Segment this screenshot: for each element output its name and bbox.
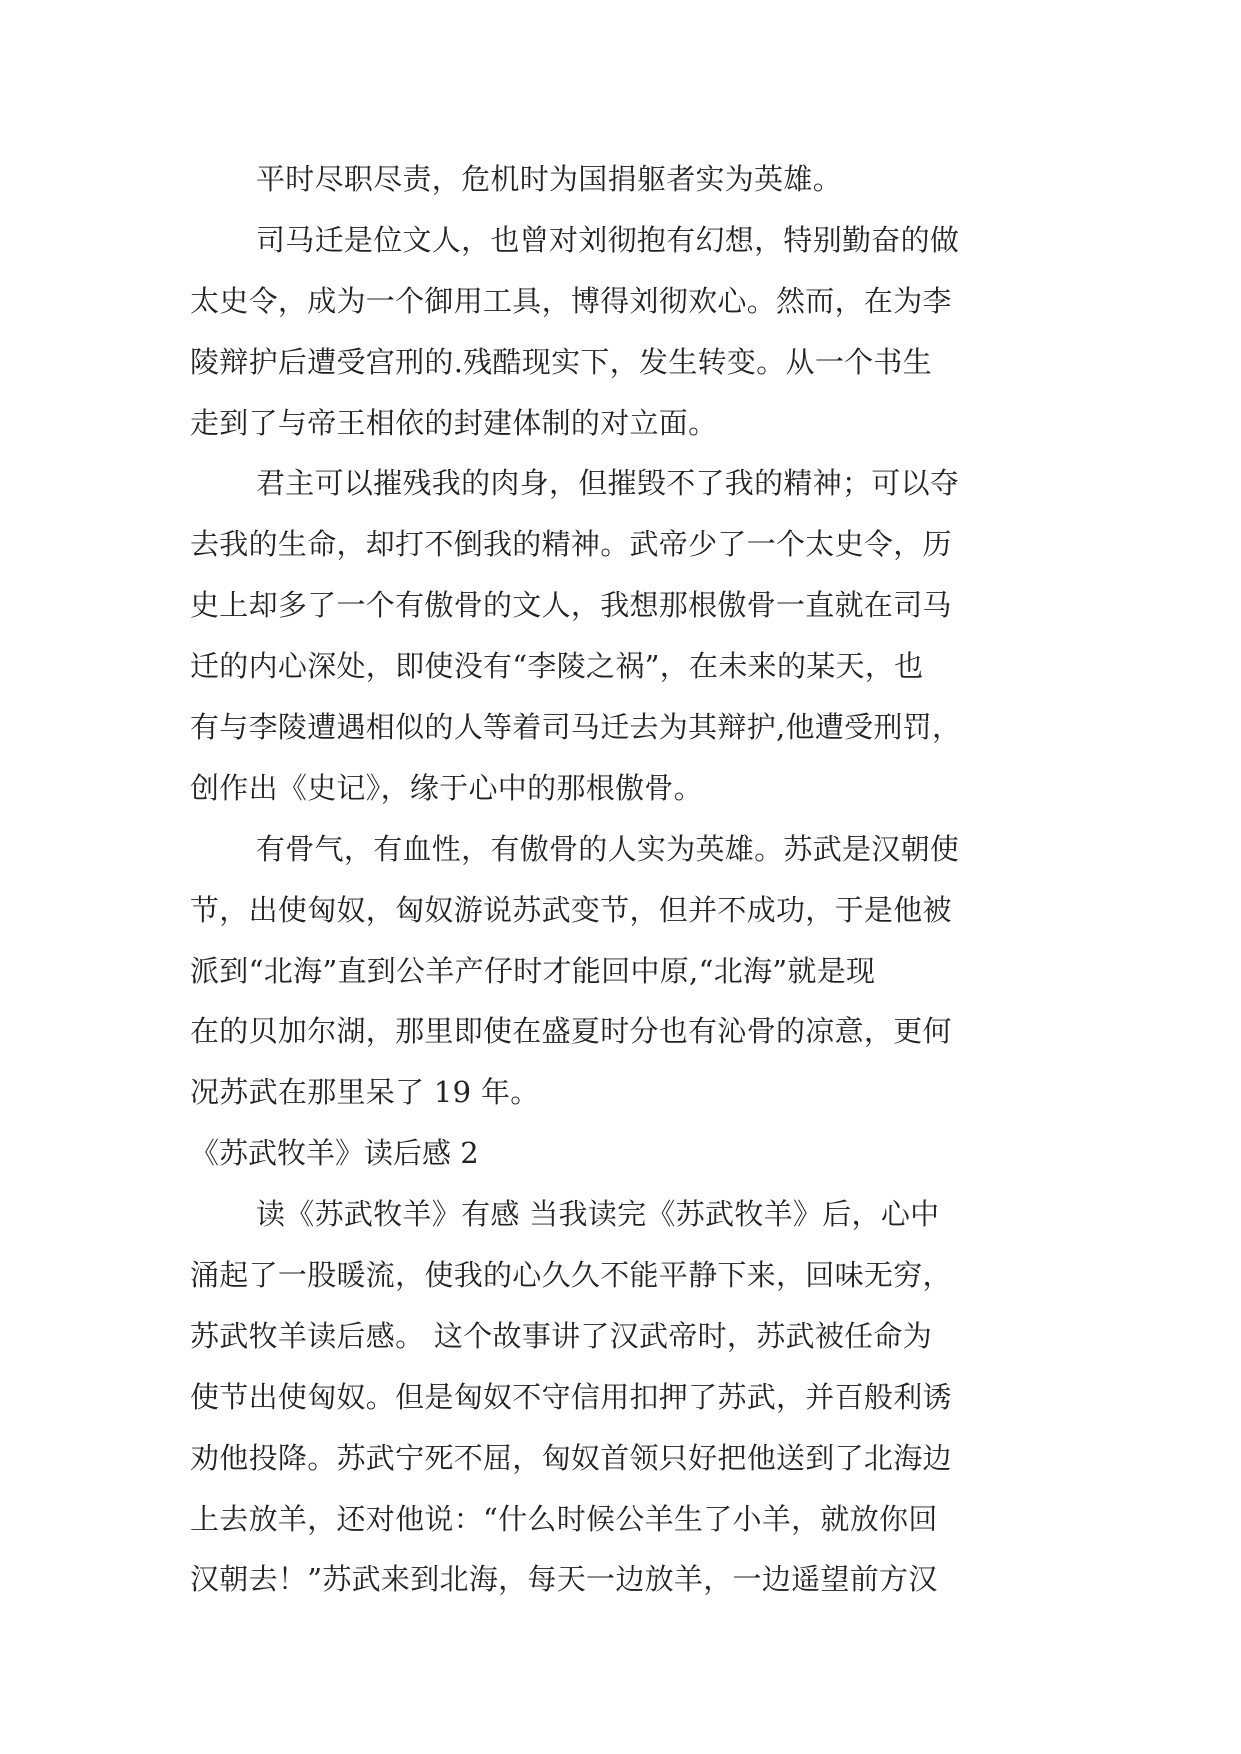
text-line: 司马迁是位文人，也曾对刘彻抱有幻想，特别勤奋的做 — [256, 222, 960, 257]
text-line: 迁的内心深处，即使没有“李陵之祸”，在未来的某天，也 — [190, 649, 924, 684]
text-line: 汉朝去！”苏武来到北海，每天一边放羊，一边遥望前方汉 — [190, 1562, 938, 1597]
text-line: 去我的生命，却打不倒我的精神。武帝少了一个太史令，历 — [190, 527, 952, 562]
text-line: 劝他投降。苏武宁死不屈，匈奴首领只好把他送到了北海边 — [190, 1440, 952, 1475]
text-line: 上去放羊，还对他说：“什么时候公羊生了小羊，就放你回 — [190, 1501, 938, 1536]
text-line: 派到“北海”直到公羊产仔时才能回中原,“北海”就是现 — [190, 953, 876, 988]
text-line: 太史令，成为一个御用工具，博得刘彻欢心。然而，在为李 — [190, 283, 952, 318]
text-line: 走到了与帝王相依的封建体制的对立面。 — [190, 405, 718, 440]
text-line: 有骨气，有血性，有傲骨的人实为英雄。苏武是汉朝使 — [256, 831, 960, 866]
text-line: 读《苏武牧羊》有感 当我读完《苏武牧羊》后，心中 — [256, 1197, 940, 1232]
text-line: 使节出使匈奴。但是匈奴不守信用扣押了苏武，并百般利诱 — [190, 1379, 952, 1414]
text-line: 涌起了一股暖流，使我的心久久不能平静下来，回味无穷， — [190, 1258, 952, 1293]
section-heading: 《苏武牧羊》读后感 2 — [190, 1136, 479, 1171]
text-line: 在的贝加尔湖，那里即使在盛夏时分也有沁骨的凉意，更何 — [190, 1014, 952, 1049]
text-line: 君主可以摧残我的肉身，但摧毁不了我的精神；可以夺 — [256, 466, 960, 501]
text-line: 创作出《史记》，缘于心中的那根傲骨。 — [190, 770, 703, 805]
text-line: 史上却多了一个有傲骨的文人，我想那根傲骨一直就在司马 — [190, 588, 952, 623]
text-line: 平时尽职尽责，危机时为国捐躯者实为英雄。 — [256, 162, 843, 196]
text-line: 况苏武在那里呆了 19 年。 — [190, 1075, 540, 1110]
text-line: 有与李陵遭遇相似的人等着司马迁去为其辩护,他遭受刑罚， — [190, 710, 962, 745]
text-line: 苏武牧羊读后感。 这个故事讲了汉武帝时，苏武被任命为 — [190, 1318, 933, 1353]
document-body — [190, 149, 1060, 1610]
text-line: 陵辩护后遭受宫刑的.残酷现实下，发生转变。从一个书生 — [190, 344, 933, 379]
text-line: 节，出使匈奴，匈奴游说苏武变节，但并不成功，于是他被 — [190, 892, 952, 927]
